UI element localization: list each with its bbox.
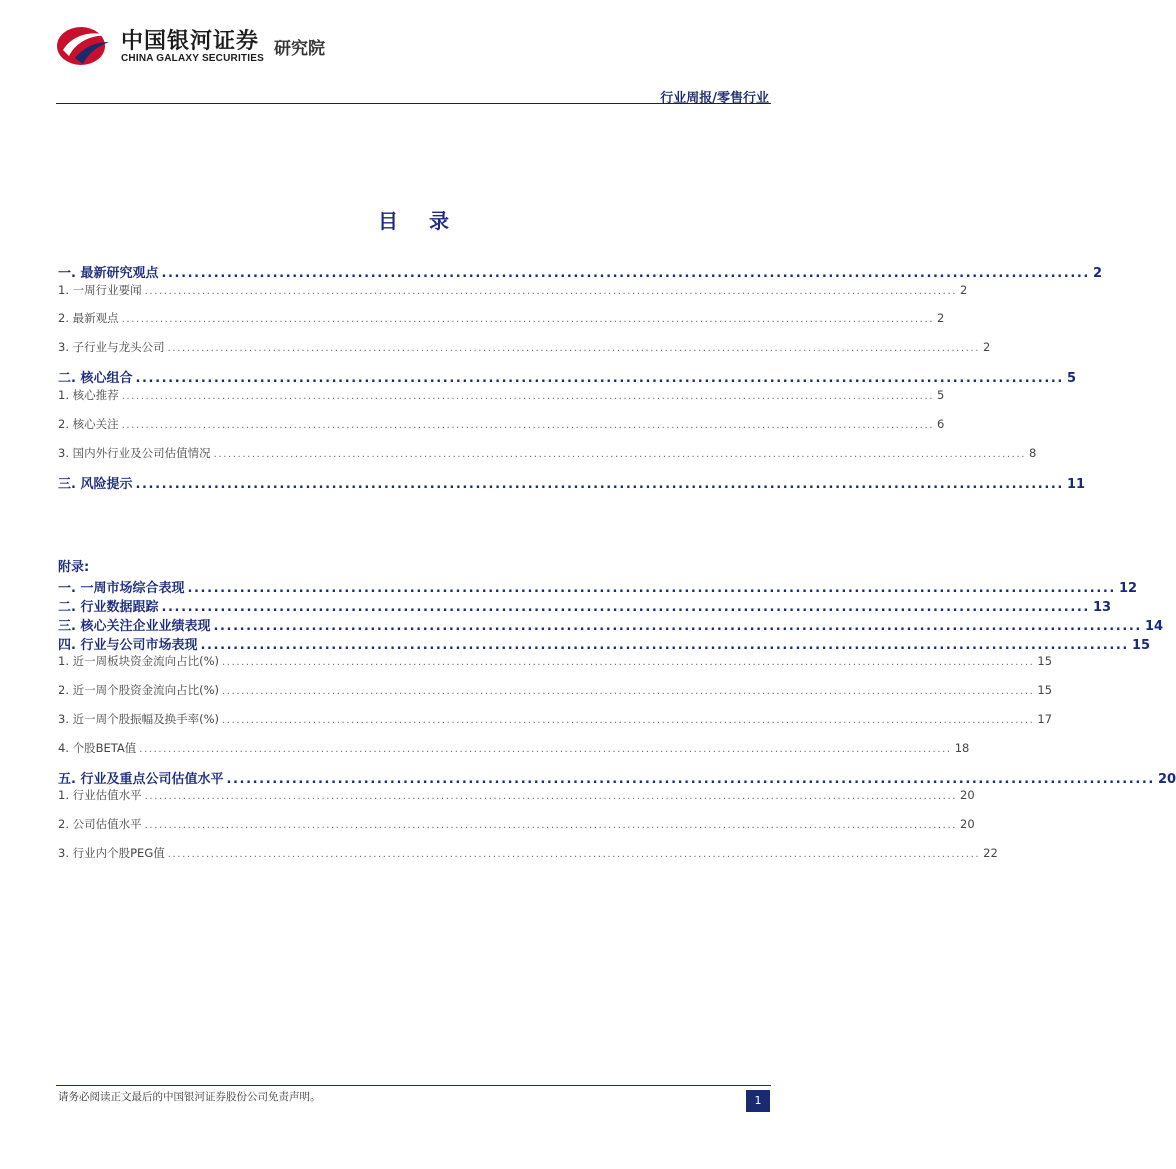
toc-entry-label: 1. 一周行业要闻 bbox=[58, 283, 142, 297]
toc-page-number: 20 bbox=[960, 788, 975, 802]
toc-entry[interactable] bbox=[58, 577, 1138, 596]
toc-entry-label: 3. 行业内个股PEG值 bbox=[58, 846, 165, 860]
toc-entry-label: 二. 核心组合 bbox=[58, 371, 133, 386]
toc-entry[interactable] bbox=[58, 596, 1112, 615]
toc-leader: .............................................................................................................................................. bbox=[200, 638, 1129, 653]
toc-page-number: 15 bbox=[1037, 654, 1053, 668]
toc-entry-label: 二. 行业数据跟踪 bbox=[58, 600, 159, 615]
toc-entry[interactable] bbox=[58, 262, 1102, 281]
toc-leader: .......................................................................................................................................................................... bbox=[121, 314, 935, 325]
toc-entry[interactable] bbox=[58, 653, 1053, 669]
toc-entry[interactable] bbox=[58, 416, 945, 432]
toc-leader: .............................................................................................................................................. bbox=[135, 477, 1064, 492]
toc-leader: .......................................................................................................................................................................... bbox=[222, 657, 1035, 668]
toc-leader: .............................................................................................................................................. bbox=[161, 266, 1090, 281]
toc-entry[interactable] bbox=[58, 845, 998, 861]
toc-title: 目 录 bbox=[378, 209, 461, 233]
toc-entry[interactable] bbox=[58, 310, 945, 326]
toc-entry-label: 四. 行业与公司市场表现 bbox=[58, 638, 198, 653]
toc-entry[interactable] bbox=[58, 445, 1037, 461]
company-logo bbox=[55, 20, 345, 70]
toc-page-number: 15 bbox=[1131, 638, 1151, 653]
toc-entry[interactable] bbox=[58, 711, 1053, 727]
toc-leader: .......................................................................................................................................................................... bbox=[121, 391, 935, 402]
toc-entry[interactable] bbox=[58, 740, 970, 756]
logo-name-en: CHINA GALAXY SECURITIES bbox=[121, 53, 264, 64]
logo-institute: 研究院 bbox=[274, 39, 325, 59]
toc-leader: .......................................................................................................................................................................... bbox=[121, 420, 935, 431]
toc-entry[interactable] bbox=[58, 473, 1086, 492]
toc-page-number: 22 bbox=[983, 846, 998, 860]
toc-entry-label: 2. 核心关注 bbox=[58, 417, 119, 431]
toc-leader: .......................................................................................................................................................................... bbox=[213, 449, 1027, 460]
toc-entry-label: 3. 国内外行业及公司估值情况 bbox=[58, 446, 211, 460]
toc-entry[interactable] bbox=[58, 282, 968, 298]
toc-page-number: 15 bbox=[1037, 683, 1053, 697]
toc-page-number: 12 bbox=[1118, 581, 1138, 596]
toc-entry-label: 五. 行业及重点公司估值水平 bbox=[58, 772, 224, 787]
toc-leader: .............................................................................................................................................. bbox=[135, 371, 1064, 386]
toc-page-number: 2 bbox=[937, 311, 945, 325]
toc-leader: .......................................................................................................................................................................... bbox=[139, 744, 952, 755]
toc-page-number: 2 bbox=[983, 340, 991, 354]
toc-page-number: 20 bbox=[960, 817, 975, 831]
toc-entry-label: 2. 近一周个股资金流向占比(%) bbox=[58, 683, 220, 697]
toc-entry-label: 三. 核心关注企业业绩表现 bbox=[58, 619, 211, 634]
toc-leader: .......................................................................................................................................................................... bbox=[144, 286, 958, 297]
toc-entry[interactable] bbox=[58, 339, 991, 355]
toc-leader: .......................................................................................................................................................................... bbox=[167, 849, 981, 860]
toc-leader: .............................................................................................................................................. bbox=[213, 619, 1142, 634]
toc-page-number: 6 bbox=[937, 417, 945, 431]
toc-entry-label: 1. 近一周板块资金流向占比(%) bbox=[58, 654, 220, 668]
toc-leader: .............................................................................................................................................. bbox=[187, 581, 1116, 596]
logo-name-cn: 中国银河证券 bbox=[121, 29, 260, 54]
toc-entry-label: 3. 近一周个股振幅及换手率(%) bbox=[58, 712, 220, 726]
toc-entry[interactable] bbox=[58, 367, 1076, 386]
toc-page-number: 18 bbox=[954, 741, 970, 755]
toc-entry[interactable] bbox=[58, 787, 975, 803]
toc-page-number: 8 bbox=[1029, 446, 1037, 460]
header-divider bbox=[56, 103, 771, 104]
toc-leader: .......................................................................................................................................................................... bbox=[222, 686, 1035, 697]
toc-entry-label: 1. 核心推荐 bbox=[58, 388, 119, 402]
toc-entry[interactable] bbox=[58, 682, 1053, 698]
toc-entry-label: 2. 公司估值水平 bbox=[58, 817, 142, 831]
page-number: 1 bbox=[746, 1090, 770, 1112]
toc-entry-label: 一. 最新研究观点 bbox=[58, 266, 159, 281]
toc-entry-label: 2. 最新观点 bbox=[58, 311, 119, 325]
toc-leader: .......................................................................................................................................................................... bbox=[144, 820, 958, 831]
toc-page-number: 5 bbox=[937, 388, 945, 402]
toc-leader: .............................................................................................................................................. bbox=[161, 600, 1090, 615]
toc-leader: .......................................................................................................................................................................... bbox=[144, 791, 958, 802]
toc-entry-label: 4. 个股BETA值 bbox=[58, 741, 137, 755]
toc-page-number: 2 bbox=[1092, 266, 1102, 281]
toc-page-number: 20 bbox=[1157, 772, 1176, 787]
toc-page-number: 14 bbox=[1144, 619, 1164, 634]
toc-page-number: 17 bbox=[1037, 712, 1053, 726]
report-category: 行业周报/零售行业 bbox=[660, 91, 769, 106]
toc-leader: .......................................................................................................................................................................... bbox=[167, 343, 981, 354]
toc-leader: .......................................................................................................................................................................... bbox=[222, 715, 1035, 726]
footer-divider bbox=[56, 1085, 771, 1086]
toc-entry-label: 1. 行业估值水平 bbox=[58, 788, 142, 802]
toc-entry-label: 一. 一周市场综合表现 bbox=[58, 581, 185, 596]
toc-page-number: 2 bbox=[960, 283, 968, 297]
toc-page-number: 11 bbox=[1066, 477, 1086, 492]
toc-entry[interactable] bbox=[58, 816, 975, 832]
footer-disclaimer: 请务必阅读正文最后的中国银河证券股份公司免责声明。 bbox=[58, 1091, 321, 1103]
toc-entry-label: 三. 风险提示 bbox=[58, 477, 133, 492]
toc-page-number: 5 bbox=[1066, 371, 1076, 386]
toc-entry[interactable] bbox=[58, 768, 1176, 787]
toc-entry-label: 3. 子行业与龙头公司 bbox=[58, 340, 165, 354]
galaxy-logo-icon bbox=[55, 20, 111, 68]
toc-page-number: 13 bbox=[1092, 600, 1112, 615]
toc-entry[interactable] bbox=[58, 387, 945, 403]
appendix-label: 附录: bbox=[58, 560, 90, 575]
toc-leader: .............................................................................................................................................. bbox=[226, 772, 1155, 787]
toc-entry[interactable] bbox=[58, 634, 1151, 653]
toc-entry[interactable] bbox=[58, 615, 1164, 634]
